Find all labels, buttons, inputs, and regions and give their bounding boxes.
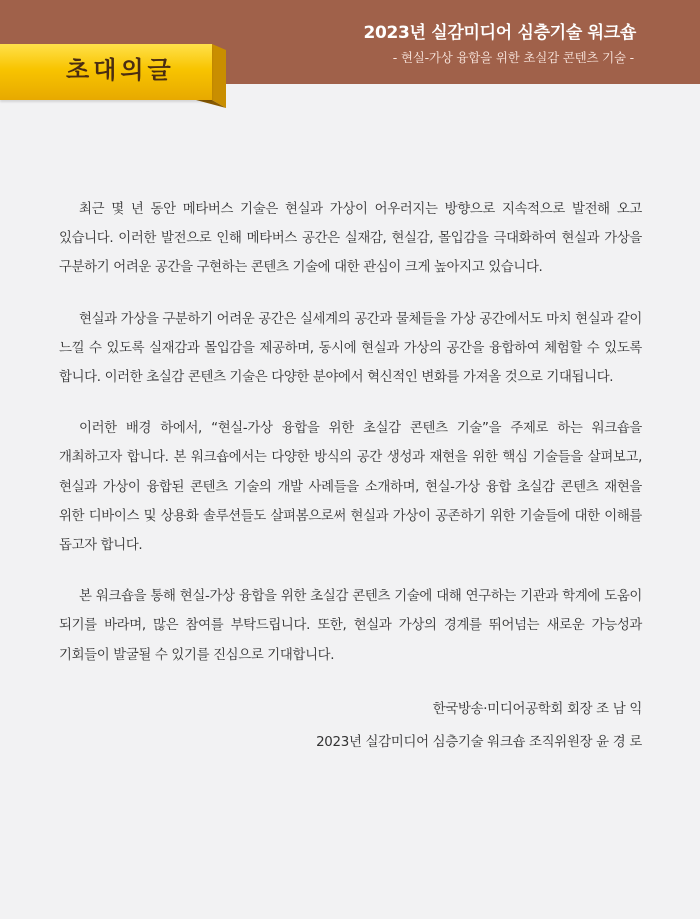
badge-label: 초대의글 <box>66 56 175 84</box>
invitation-badge <box>0 0 240 120</box>
letter-body <box>59 195 642 692</box>
workshop-subtitle: - 현실-가상 융합을 위한 초실감 콘텐츠 기술 - <box>392 50 634 65</box>
paragraph-3: 이러한 배경 하에서, “현실-가상 융합을 위한 초실감 콘텐츠 기술”을 주제로 하는 워크숍을 개최하고자 합니다. 본 워크숍에서는 다양한 방식의 공간 생성과 재현을 위한 핵심 기술들을 살펴보고, 현실과 가상이 융합된 콘텐츠 기술의 개발 사례들을 소개하며, 현실-가상 융합 초실감 콘텐츠 재현을 위한 디바이스 및 상용화 솔루션들도 살펴봄으로써 현실과 가상이 공존하기 위한 기술들에 대한 이해를 돕고자 합니다. <box>59 421 642 554</box>
signature-block <box>316 693 642 759</box>
signature-chair: 한국방송·미디어공학회 회장 조 남 익 <box>432 702 642 717</box>
paragraph-2: 현실과 가상을 구분하기 어려운 공간은 실세계의 공간과 물체들을 가상 공간에서도 마치 현실과 같이 느낄 수 있도록 실재감과 몰입감을 제공하며, 동시에 현실과 가상의 공간을 융합하여 체험할 수 있도록 합니다. 이러한 초실감 콘텐츠 기술은 다양한 분야에서 혁신적인 변화를 가져올 것으로 기대됩니다. <box>59 311 642 386</box>
workshop-title: 2023년 실감미디어 심층기술 워크숍 <box>363 23 636 43</box>
signature-committee: 2023년 실감미디어 심층기술 워크숍 조직위원장 윤 경 로 <box>316 735 642 750</box>
paragraph-1: 최근 몇 년 동안 메타버스 기술은 현실과 가상이 어우러지는 방향으로 지속적으로 발전해 오고 있습니다. 이러한 발전으로 인해 메타버스 공간은 실재감, 현실감, 몰입감을 극대화하여 현실과 가상을 구분하기 어려운 공간을 구현하는 콘텐츠 기술에 대한 관심이 크게 높아지고 있습니다. <box>59 202 642 276</box>
paragraph-4: 본 워크숍을 통해 현실-가상 융합을 위한 초실감 콘텐츠 기술에 대해 연구하는 기관과 학계에 도움이 되기를 바라며, 많은 참여를 부탁드립니다. 또한, 현실과 가상의 경계를 뛰어넘는 새로운 가능성과 기회들이 발굴될 수 있기를 진심으로 기대합니다. <box>59 589 642 663</box>
